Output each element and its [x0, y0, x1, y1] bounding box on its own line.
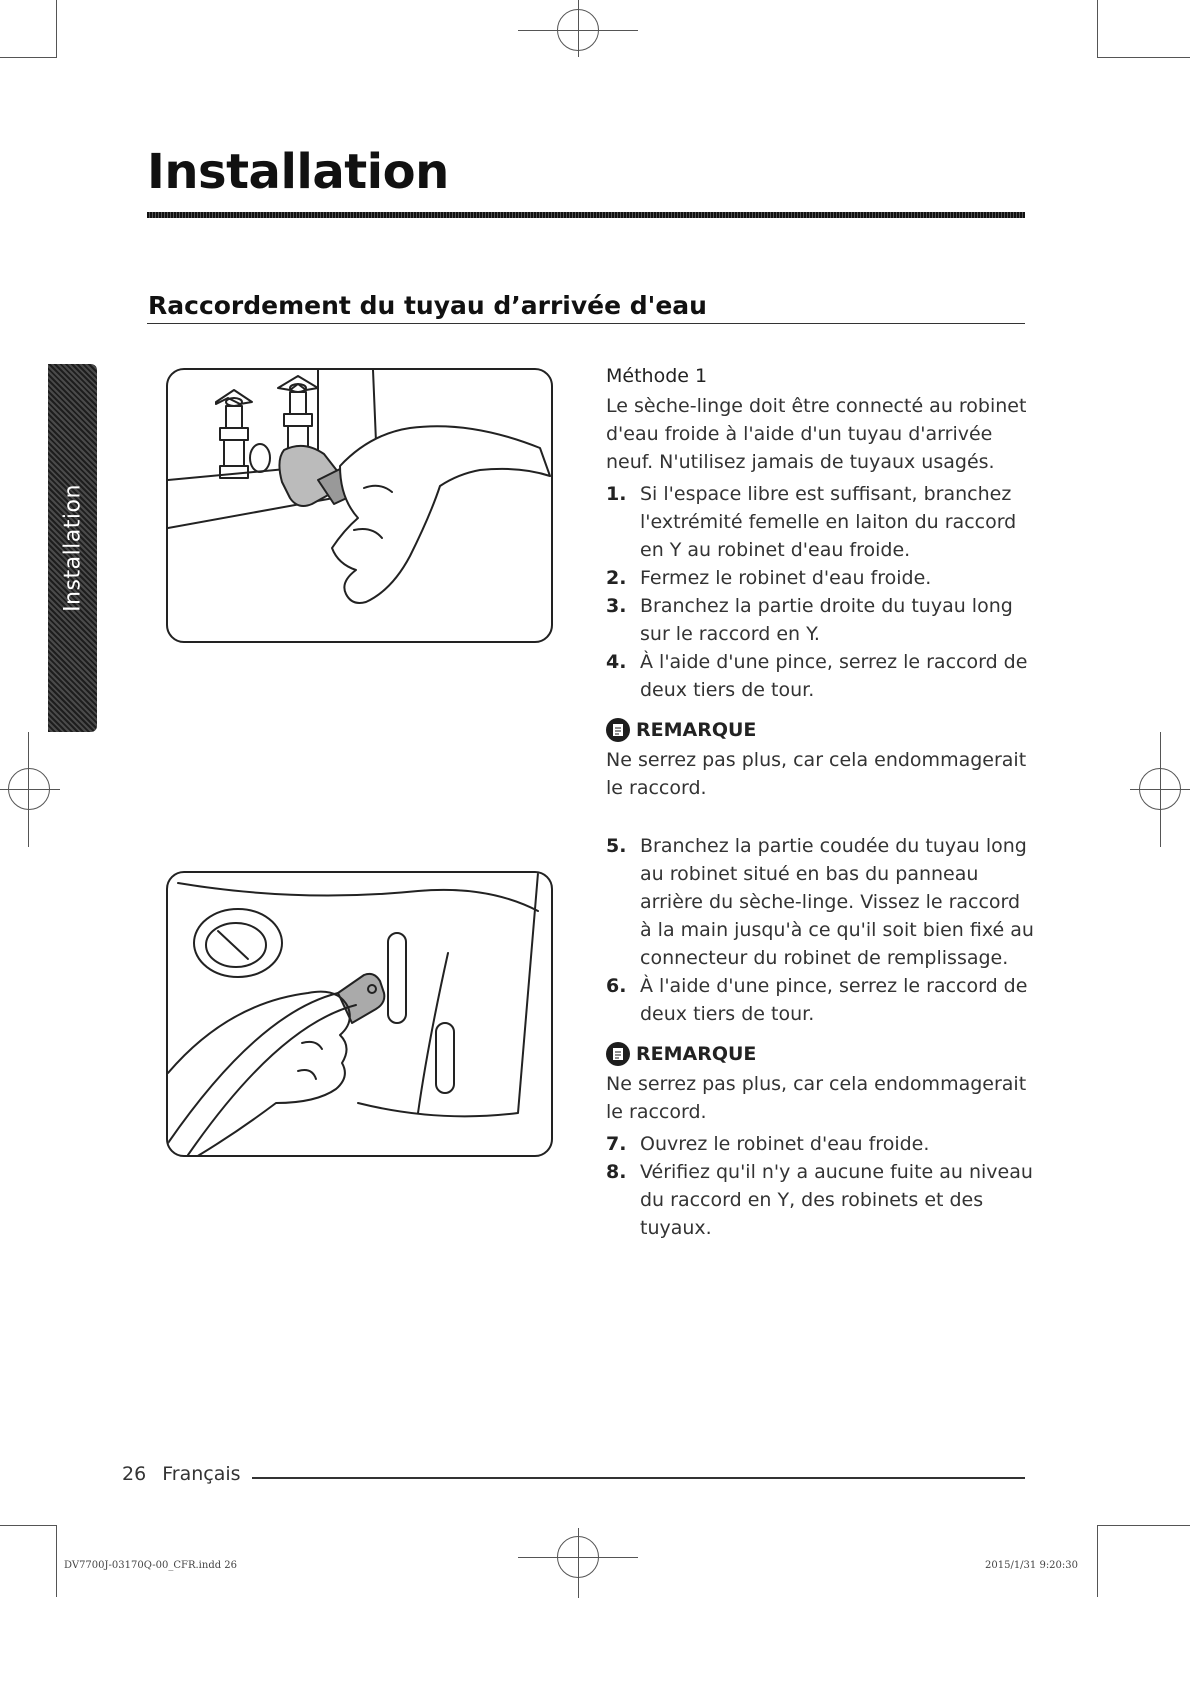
note-heading	[606, 1040, 1036, 1068]
illustration-y-connector	[166, 368, 553, 643]
registration-mark-bottom-circle	[557, 1536, 599, 1578]
registration-mark-top-circle	[557, 9, 599, 51]
step-item	[606, 648, 1036, 704]
note-heading-label: REMARQUE	[636, 719, 757, 741]
step-text: À l'aide d'une pince, serrez le raccord de deux tiers de tour.	[640, 651, 1028, 701]
step-item	[606, 1158, 1036, 1242]
title-underline-bar	[147, 212, 1025, 218]
dryer-inlet-drawing	[168, 873, 551, 1155]
instructions-column	[606, 362, 1036, 1242]
method-intro: Le sèche-linge doit être connecté au robinet d'eau froide à l'aide d'un tuyau d'arrivée neuf. N'utilisez jamais de tuyaux usagés.	[606, 395, 1027, 473]
registration-mark-right-circle	[1139, 768, 1181, 810]
crop-mark-bottom-left-v	[56, 1525, 57, 1597]
crop-mark-top-right-h	[1097, 57, 1190, 58]
step-text: À l'aide d'une pince, serrez le raccord de deux tiers de tour.	[640, 975, 1028, 1025]
illustration-dryer-inlet	[166, 871, 553, 1157]
step-item	[606, 564, 1036, 592]
side-tab-label: Installation	[60, 484, 85, 612]
step-number: 6.	[606, 975, 627, 997]
step-number: 5.	[606, 835, 627, 857]
spacer	[606, 802, 1036, 832]
note-document-icon	[606, 1042, 630, 1066]
crop-mark-bottom-right-h	[1097, 1525, 1190, 1526]
note-heading-label: REMARQUE	[636, 1043, 757, 1065]
crop-mark-top-left-v	[56, 0, 57, 57]
step-item	[606, 1130, 1036, 1158]
footer-rule	[252, 1477, 1025, 1479]
y-connector-drawing	[168, 370, 551, 641]
page-footer	[122, 1463, 241, 1485]
steps-group-c	[606, 1130, 1036, 1242]
step-item	[606, 832, 1036, 972]
print-timestamp: 2015/1/31 9:20:30	[985, 1560, 1079, 1571]
note-text: Ne serrez pas plus, car cela endommagerait le raccord.	[606, 749, 1027, 799]
side-chapter-tab	[48, 364, 97, 732]
step-text: Ouvrez le robinet d'eau froide.	[640, 1133, 930, 1155]
note-heading	[606, 716, 1036, 744]
page-number: 26	[122, 1463, 147, 1485]
crop-mark-bottom-right-v	[1097, 1525, 1098, 1597]
registration-mark-left-circle	[8, 768, 50, 810]
step-number: 8.	[606, 1161, 627, 1183]
step-number: 2.	[606, 567, 627, 589]
steps-group-a	[606, 480, 1036, 704]
crop-mark-top-right-v	[1097, 0, 1098, 57]
note-document-icon	[606, 718, 630, 742]
method-heading: Méthode 1	[606, 365, 708, 387]
file-slug: DV7700J-03170Q-00_CFR.indd 26	[64, 1560, 238, 1571]
step-number: 4.	[606, 651, 627, 673]
step-text: Si l'espace libre est suffisant, branchez l'extrémité femelle en laiton du raccord en Y au robinet d'eau froide.	[640, 483, 1017, 561]
step-text: Fermez le robinet d'eau froide.	[640, 567, 932, 589]
page-title: Installation	[147, 144, 449, 200]
step-number: 1.	[606, 483, 627, 505]
section-rule	[147, 323, 1025, 324]
step-number: 7.	[606, 1133, 627, 1155]
step-item	[606, 592, 1036, 648]
section-title: Raccordement du tuyau d’arrivée d'eau	[148, 291, 707, 320]
step-item	[606, 480, 1036, 564]
step-text: Vérifiez qu'il n'y a aucune fuite au niveau du raccord en Y, des robinets et des tuyaux.	[640, 1161, 1033, 1239]
note-text: Ne serrez pas plus, car cela endommagerait le raccord.	[606, 1073, 1027, 1123]
crop-mark-top-left-h	[0, 57, 57, 58]
step-text: Branchez la partie coudée du tuyau long au robinet situé en bas du panneau arrière du sèche-linge. Vissez le raccord à la main jusqu'à ce qu'il soit bien fixé au connecteur du robinet de remplissage.	[640, 835, 1034, 969]
crop-mark-bottom-left-h	[0, 1525, 57, 1526]
footer-language: Français	[162, 1463, 241, 1485]
steps-group-b	[606, 832, 1036, 1028]
step-text: Branchez la partie droite du tuyau long sur le raccord en Y.	[640, 595, 1013, 645]
step-item	[606, 972, 1036, 1028]
step-number: 3.	[606, 595, 627, 617]
